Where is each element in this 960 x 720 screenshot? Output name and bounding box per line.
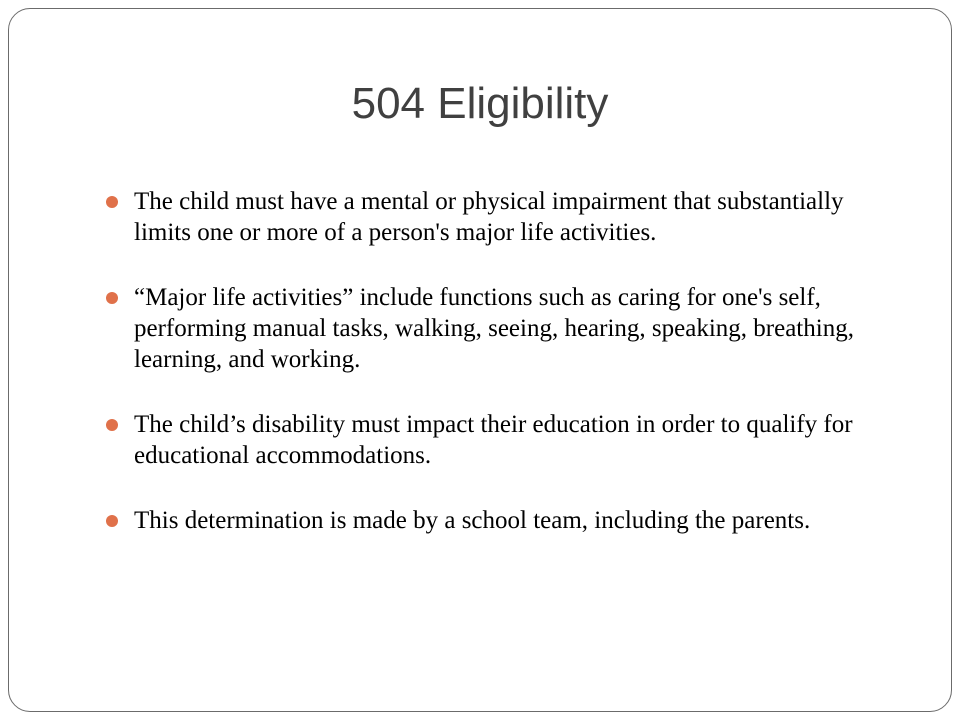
bullet-dot-icon bbox=[106, 292, 118, 304]
bullet-text: The child’s disability must impact their education in order to qualify for educational accommodations. bbox=[134, 411, 853, 469]
bullet-dot-icon bbox=[106, 419, 118, 431]
bullet-dot-icon bbox=[106, 196, 118, 208]
bullet-list bbox=[106, 186, 886, 570]
bullet-text: The child must have a mental or physical impairment that substantially limits one or more of a person's major life activities. bbox=[134, 188, 844, 246]
bullet-text: “Major life activities” include functions such as caring for one's self, performing manual tasks, walking, seeing, hearing, speaking, breathing, learning, and working. bbox=[134, 284, 854, 373]
bullet-item bbox=[106, 505, 886, 536]
bullet-item bbox=[106, 282, 886, 375]
bullet-item bbox=[106, 186, 886, 248]
bullet-text: This determination is made by a school team, including the parents. bbox=[134, 507, 811, 534]
bullet-dot-icon bbox=[106, 515, 118, 527]
slide-title: 504 Eligibility bbox=[351, 79, 609, 128]
bullet-item bbox=[106, 409, 886, 471]
